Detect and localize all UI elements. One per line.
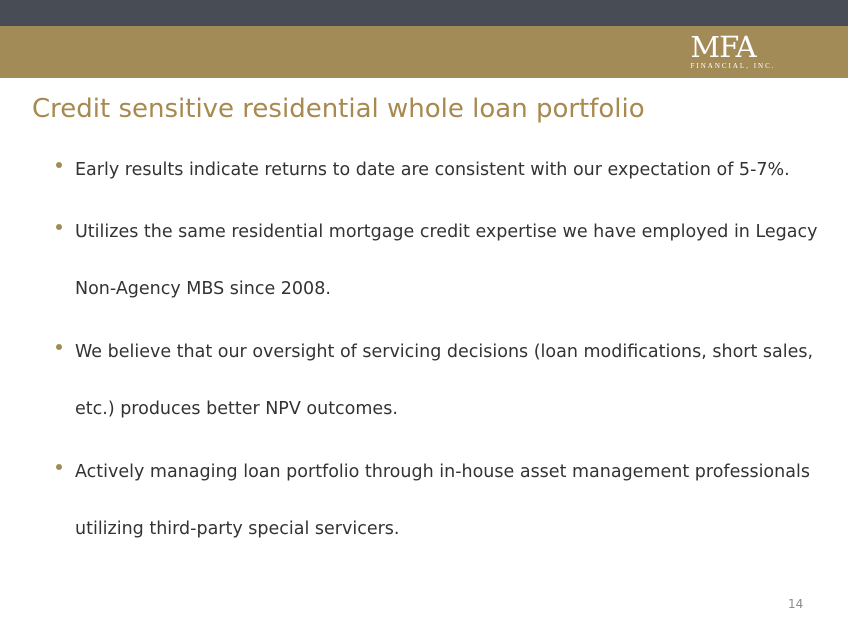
bullet-dot-icon bbox=[56, 344, 62, 350]
bullet-text: Utilizes the same residential mortgage credit expertise we have employed in Legacy Non-Agency MBS since 2008. bbox=[75, 222, 818, 299]
company-logo bbox=[668, 32, 778, 72]
header-dark-band bbox=[0, 0, 848, 26]
bullet-dot-icon bbox=[56, 162, 62, 168]
bullet-dot-icon bbox=[56, 464, 62, 470]
bullet-text: Actively managing loan portfolio through in-house asset management professionals utilizing third-party special servicers. bbox=[75, 462, 810, 539]
bullet-list bbox=[56, 142, 831, 564]
logo-subtitle: FINANCIAL, INC. bbox=[690, 62, 776, 70]
bullet-item bbox=[56, 324, 831, 438]
bullet-item bbox=[56, 142, 831, 198]
slide-title: Credit sensitive residential whole loan portfolio bbox=[32, 94, 645, 124]
logo-mark: MFA bbox=[690, 30, 756, 64]
bullet-text: We believe that our oversight of servicing decisions (loan modifications, short sales, etc.) produces better NPV outcomes. bbox=[75, 342, 814, 419]
bullet-text: Early results indicate returns to date are consistent with our expectation of 5-7%. bbox=[75, 160, 790, 180]
bullet-dot-icon bbox=[56, 224, 62, 230]
bullet-item bbox=[56, 204, 831, 318]
page-number: 14 bbox=[788, 597, 804, 611]
bullet-item bbox=[56, 444, 831, 558]
